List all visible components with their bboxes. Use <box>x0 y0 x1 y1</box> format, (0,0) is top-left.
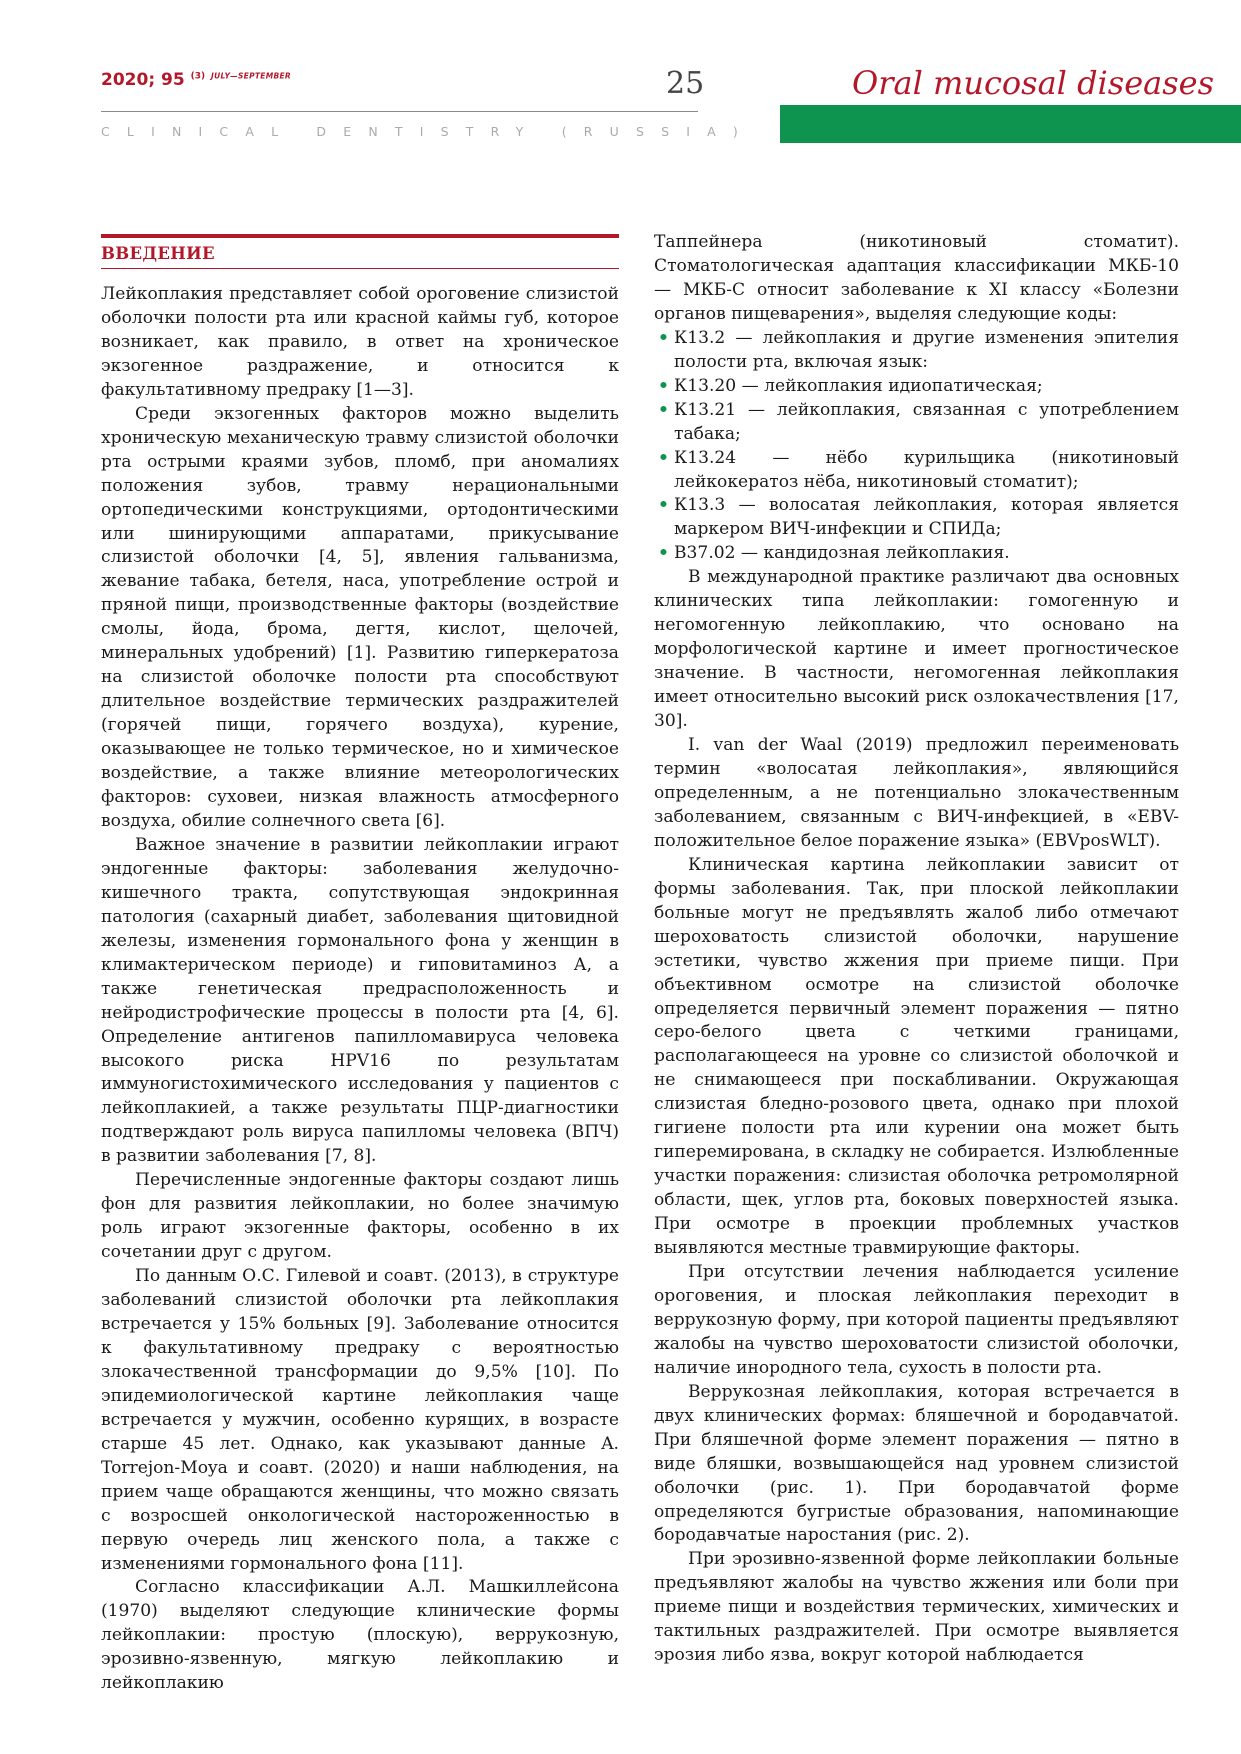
paragraph: В международной практике различают два основных клинических типа лейкоплакии: гомогенную и негомогенную лейкоплакию, что основано на морфологической картине и имеет прогностическое значение. В частности, негомогенная лейкоплакия имеет относительно высокий риск озлокачествления [17, 30]. <box>654 567 1179 732</box>
section-title: ВВЕДЕНИЕ <box>101 244 215 263</box>
left-column <box>101 283 619 1696</box>
issue-number: (3) <box>190 71 206 82</box>
list-item: • К13.24 — нёбо курильщика (никотиновый лейкокератоз нёба, никотиновый стоматит); <box>654 447 1179 495</box>
list-item: • К13.2 — лейкоплакия и другие изменения эпителия полости рта, включая язык: <box>654 327 1179 375</box>
journal-name: CLINICAL DENTISTRY (RUSSIA) <box>101 124 755 139</box>
paragraph: Веррукозная лейкоплакия, которая встречается в двух клинических формах: бляшечной и бородавчатой. При бляшечной форме элемент поражения — пятно в виде бляшки, возвышающейся над уровнем слизистой оболочки (рис. 1). При бородавчатой форме определяются бугристые образования, напоминающие бородавчатые наростания (рис. 2). <box>654 1381 1179 1546</box>
list-item: • К13.20 — лейкоплакия идиопатическая; <box>654 375 1179 399</box>
paragraph: При отсутствии лечения наблюдается усиление ороговения, и плоская лейкоплакия переходит в веррукозную форму, при которой пациенты предъявляют жалобы на чувство шероховатости слизистой оболочки, наличие инородного тела, сухость в полости рта. <box>654 1261 1179 1378</box>
rubric-title: Oral mucosal diseases <box>852 64 1214 102</box>
paragraph: Клиническая картина лейкоплакии зависит от формы заболевания. Так, при плоской лейкоплакии больные могут не предъявлять жалоб либо отмечают шероховатость слизистой оболочки, нарушение эстетики, чувство жжения при приеме пищи. При объективном осмотре на слизистой оболочке определяется первичный элемент поражения — пятно серо-белого цвета с четкими границами, располагающееся на уровне со слизистой оболочкой и не снимающееся при поскабливании. Окружающая слизистая бледно-розового цвета, однако при плохой гигиене полости рта или курении она может быть гиперемирована, в складку не собирается. Излюбленные участки поражения: слизистая оболочка ретромолярной области, щек, углов рта, боковых поверхностей языка. При осмотре в проекции проблемных участков выявляются местные травмирующие факторы. <box>654 854 1179 1259</box>
paragraph: Лейкоплакия представляет собой ороговение слизистой оболочки полости рта или красной каймы губ, которое возникает, как правило, в ответ на хроническое экзогенное раздражение, и относится к факультативному предраку [1—3]. <box>101 284 619 400</box>
paragraph: I. van der Waal (2019) предложил переименовать термин «волосатая лейкоплакия», являющийся определенным, а не потенциально злокачественным заболеванием, связанным с ВИЧ-инфекцией, в «EBV-положительное белое поражение языка» (EBVposWLT). <box>654 735 1179 851</box>
page-number: 25 <box>666 66 705 101</box>
rubric-green-bar <box>780 105 1241 143</box>
list-item: • К13.21 — лейкоплакия, связанная с употреблением табака; <box>654 399 1179 447</box>
paragraph: Согласно классификации А.Л. Машкиллейсона (1970) выделяют следующие клинические формы лейкоплакии: простую (плоскую), веррукозную, эрозивно-язвенную, мягкую лейкоплакию и лейкоплакию <box>101 1577 619 1694</box>
issue-year-volume: 2020; 95 <box>101 70 185 90</box>
section-underline <box>101 268 619 269</box>
paragraph: Таппейнера (никотиновый стоматит). Стоматологическая адаптация классификации МКБ-10 — МКБ-С относит заболевание к XI классу «Болезни органов пищеварения», выделяя следующие коды: <box>654 232 1179 324</box>
paragraph: По данным О.С. Гилевой и соавт. (2013), в структуре заболеваний слизистой оболочки рта лейкоплакия встречается у 15% больных [9]. Заболевание относится к факультативному предраку с вероятностью злокачественной трансформации до 9,5% [10]. По эпидемиологической картине лейкоплакия чаще встречается у мужчин, особенно курящих, в возрасте старше 45 лет. Однако, как указывают данные A. Torrejon-Moya и соавт. (2020) и наши наблюдения, на прием чаще обращаются женщины, что можно связать с возросшей онкологической настороженностью в первую очередь лиц женского пола, а также с изменениями гормонального фона [11]. <box>101 1266 619 1574</box>
paragraph: Перечисленные эндогенные факторы создают лишь фон для развития лейкоплакии, но более значимую роль играют экзогенные факторы, особенно в их сочетании друг с другом. <box>101 1170 619 1263</box>
list-item: • К13.3 — волосатая лейкоплакия, которая является маркером ВИЧ-инфекции и СПИДа; <box>654 494 1179 542</box>
section-top-rule <box>101 234 619 238</box>
issue-months: JULY—SEPTEMBER <box>211 71 292 81</box>
right-column <box>654 231 1179 1668</box>
icd-code-list <box>654 327 1179 567</box>
list-item: • В37.02 — кандидозная лейкоплакия. <box>654 542 1179 566</box>
paragraph: При эрозивно-язвенной форме лейкоплакии больные предъявляют жалобы на чувство жжения или боли при приеме пищи и воздействия термических, химических и тактильных раздражителей. При осмотре выявляется эрозия либо язва, вокруг которой наблюдается <box>654 1549 1179 1666</box>
paragraph: Важное значение в развитии лейкоплакии играют эндогенные факторы: заболевания желудочно-кишечного тракта, сопутствующая эндокринная патология (сахарный диабет, заболевания щитовидной железы, изменения гормонального фона у женщин в климактерическом периоде) и гиповитаминоз А, а также генетическая предрасположенность и нейродистрофические процессы в полости рта [4, 6]. Определение антигенов папилломавируса человека высокого риска HPV16 по результатам иммуногистохимического исследования у пациентов с лейкоплакией, а также результаты ПЦР-диагностики подтверждают роль вируса папилломы человека (ВПЧ) в развитии заболевания [7, 8]. <box>101 834 619 1167</box>
issue-info <box>101 70 291 90</box>
paragraph: Среди экзогенных факторов можно выделить хроническую механическую травму слизистой оболочки рта острыми краями зубов, пломб, при аномалиях положения зубов, травму нерациональными ортопедическими конструкциями, ортодонтическими или шинирующими аппаратами, прикусывание слизистой оболочки [4, 5], явления гальванизма, жевание табака, бетеля, наса, употребление острой и пряной пищи, производственные факторы (воздействие смолы, йода, брома, дегтя, кислот, щелочей, минеральных удобрений) [1]. Развитию гиперкератоза на слизистой оболочке полости рта способствуют длительное воздействие термических раздражителей (горячей пищи, горячего воздуха), курение, оказывающее не только термическое, но и химическое воздействие, а также влияние метеорологических факторов: суховеи, низкая влажность атмосферного воздуха, обилие солнечного света [6]. <box>101 403 619 831</box>
header-rule <box>101 111 698 112</box>
